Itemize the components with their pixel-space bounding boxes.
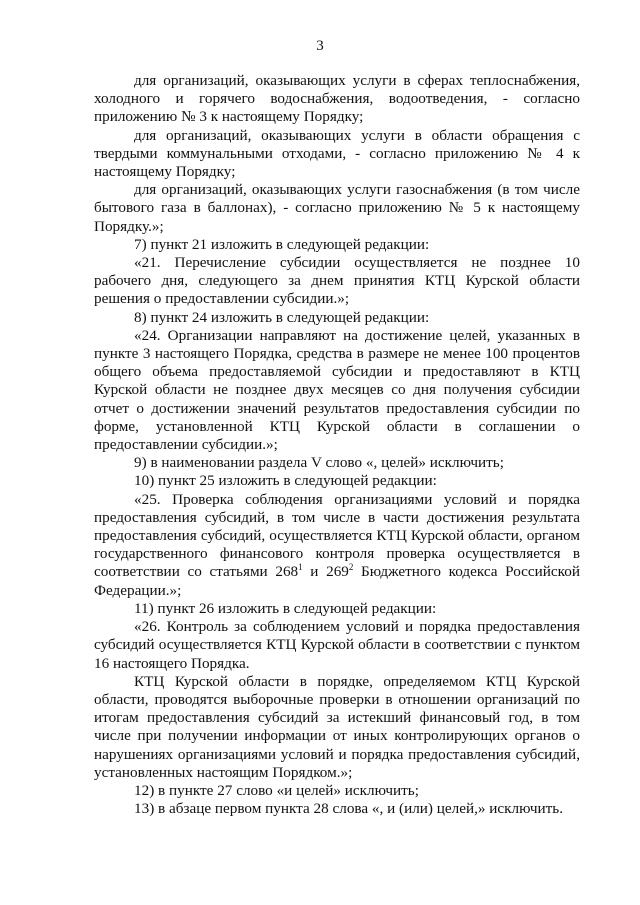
paragraph: 10) пункт 25 изложить в следующей редакции: <box>134 472 437 490</box>
paragraph: 7) пункт 21 изложить в следующей редакции: <box>134 235 430 253</box>
page-number: 3 <box>316 38 324 54</box>
paragraph-25-text-middle: и 269 <box>302 563 349 581</box>
paragraph: 12) в пункте 27 слово «и целей» исключить; <box>134 781 419 799</box>
paragraph: «26. Контроль за соблюдением условий и порядка предоставления субсидий осуществляется КТЦ Курской области в соответствии с пунктом 16 настоящего Порядка. <box>94 618 580 672</box>
paragraph: 13) в абзаце первом пункта 28 слова «, и (или) целей,» исключить. <box>134 800 564 818</box>
paragraph-25 <box>94 491 580 600</box>
document-body <box>94 72 580 818</box>
paragraph: для организаций, оказывающих услуги газоснабжения (в том числе бытового газа в баллонах), - согласно приложению № 5 к настоящему Порядку.»; <box>94 181 580 235</box>
paragraph: «21. Перечисление субсидии осуществляется не позднее 10 рабочего дня, следующего за днем принятия КТЦ Курской области решения о предоставлении субсидии.»; <box>94 254 580 308</box>
paragraph: 9) в наименовании раздела V слово «, целей» исключить; <box>134 454 504 472</box>
paragraph: КТЦ Курской области в порядке, определяемом КТЦ Курской области, проводятся выборочные проверки в отношении организаций по итогам предоставления субсидий за истекший финансовый год, в том числе при получении информации от иных контролирующих органов о нарушениях организациями условий и порядка предоставления субсидий, установленных настоящим Порядком.»; <box>94 672 580 781</box>
paragraph: для организаций, оказывающих услуги в сферах теплоснабжения, холодного и горячего водоснабжения, водоотведения, - согласно приложению № 3 к настоящему Порядку; <box>94 72 580 126</box>
paragraph: 11) пункт 26 изложить в следующей редакции: <box>134 599 437 617</box>
superscript-2: 2 <box>348 562 354 573</box>
paragraph: «24. Организации направляют на достижение целей, указанных в пункте 3 настоящего Порядка, средства в размере не менее 100 процентов общего объема предоставляемой субсидии и предоставляют в КТЦ Курской области не позднее двух месяцев со дня получения субсидии отчет о достижении значений результатов предоставления субсидии по форме, установленной КТЦ Курской области в соглашении о предоставлении субсидии.»; <box>94 326 580 454</box>
superscript-1: 1 <box>298 562 303 573</box>
paragraph-25-text-before: «25. Проверка соблюдения организациями условий и порядка предоставления субсидий, в том числе в части достижения результата предоставления субсидий, осуществляется КТЦ Курской области, органом государственного финансового контроля проверка осуществляется в соответствии со статьями 268 <box>94 490 580 581</box>
paragraph: для организаций, оказывающих услуги в области обращения с твердыми коммунальными отходами, - согласно приложению № 4 к настоящему Порядку; <box>94 126 580 181</box>
paragraph: 8) пункт 24 изложить в следующей редакции: <box>134 308 430 326</box>
paragraph-25-text-after: Бюджетного кодекса Российской Федерации.»; <box>94 563 580 599</box>
